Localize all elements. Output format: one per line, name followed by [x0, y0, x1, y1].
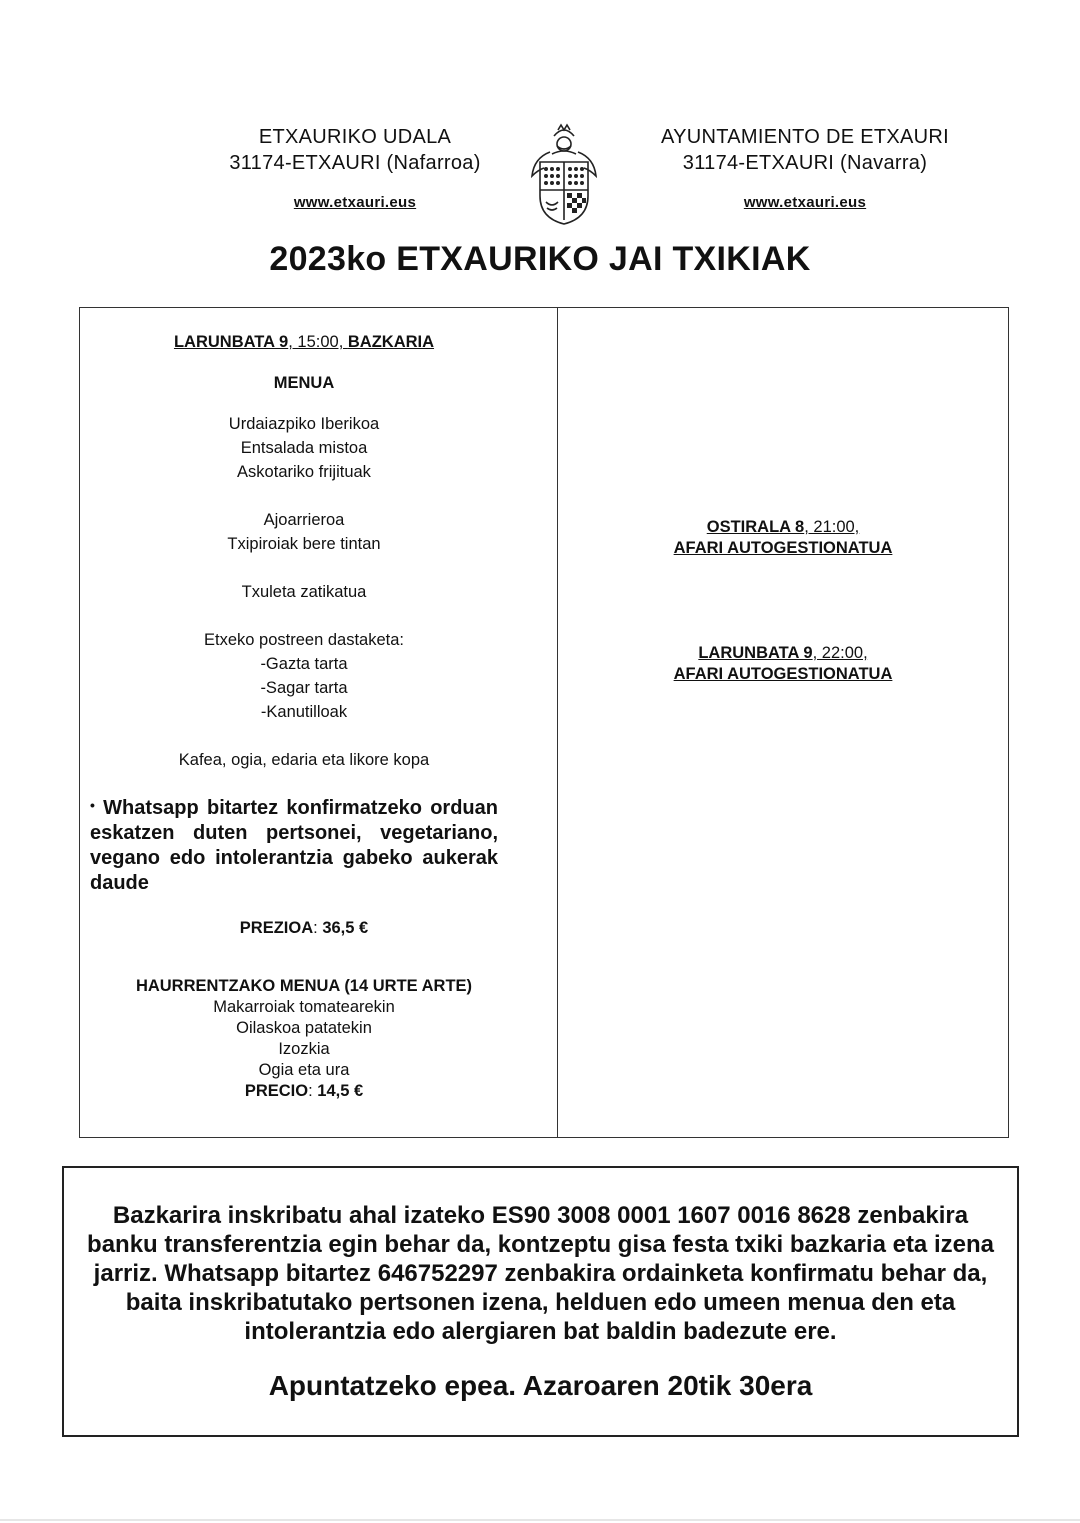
extras-line: Kafea, ogia, edaria eta likore kopa: [178, 751, 430, 769]
dinner-friday-day: OSTIRALA 8: [706, 518, 805, 536]
starters-list: [80, 412, 528, 484]
price-label: PREZIOA: [239, 919, 314, 937]
list-item: Urdaiazpiko Iberikoa: [228, 415, 380, 433]
page-bottom-edge: [0, 1519, 1080, 1521]
lunch-event: BAZKARIA: [347, 333, 435, 351]
list-item: Ajoarrieroa: [263, 511, 345, 529]
dinner-friday-time: , 21:00,: [804, 518, 860, 536]
registration-instructions: Bazkarira inskribatu ahal izateko ES90 3008 0001 1607 0016 8628 zenbakira banku transferentzia egin behar da, kontzeptu gisa festa txiki bazkaria eta izena jarriz. Whatsapp bitartez 646752297 zenbakira ordainketa konfirmatu behar da, baita inskribatutako pertsonen izena, helduen edo umeen menua den eta intolerantzia edo alergiaren bat baldin badezute ere.: [87, 1202, 994, 1345]
list-item: Izozkia: [278, 1040, 330, 1058]
column-divider: [557, 308, 558, 1137]
mains-list: [80, 508, 528, 556]
lunch-column: [80, 330, 528, 1102]
lunch-day: LARUNBATA 9: [173, 333, 289, 351]
list-item: Entsalada mistoa: [240, 439, 368, 457]
registration-deadline: Apuntatzeko epea. Azaroaren 20tik 30era: [268, 1370, 813, 1401]
bullet-icon: •: [90, 797, 95, 813]
dinner-saturday-day: LARUNBATA 9: [698, 644, 813, 662]
program-table: [79, 307, 1009, 1138]
lunch-heading: [80, 330, 528, 354]
dinner-friday: [558, 517, 1008, 559]
kids-menu: [80, 976, 528, 1102]
price-value: 36,5 €: [322, 919, 369, 937]
header-right: [635, 124, 975, 216]
list-item: Makarroiak tomatearekin: [213, 998, 395, 1016]
dietary-note: [90, 793, 498, 896]
kids-price-label: PRECIO: [244, 1082, 309, 1100]
dinner-saturday-event: AFARI AUTOGESTIONATUA: [673, 665, 893, 683]
council-address-basque: 31174-ETXAURI (Nafarroa): [229, 152, 481, 174]
kids-price: [80, 1081, 528, 1102]
kids-price-value: 14,5 €: [317, 1082, 364, 1100]
dinner-saturday: [558, 643, 1008, 685]
website-link-right[interactable]: www.etxauri.eus: [743, 194, 867, 211]
coat-of-arms-icon: [528, 122, 600, 228]
council-name-spanish: AYUNTAMIENTO DE ETXAURI: [660, 126, 950, 148]
list-item: Txipiroiak bere tintan: [227, 535, 381, 553]
list-item: Askotariko frijituak: [237, 463, 371, 481]
page-title: 2023ko ETXAURIKO JAI TXIKIAK: [269, 240, 811, 278]
council-name-basque: ETXAURIKO UDALA: [258, 126, 452, 148]
dinner-saturday-time: , 22:00,: [812, 644, 868, 662]
website-link-left[interactable]: www.etxauri.eus: [293, 194, 417, 211]
price-separator: :: [313, 919, 323, 937]
lunch-time: , 15:00,: [288, 333, 348, 351]
kids-price-separator: :: [308, 1082, 318, 1100]
desserts-title: Etxeko postreen dastaketa:: [204, 631, 404, 649]
menu-title: MENUA: [273, 374, 335, 392]
dietary-note-text: Whatsapp bitartez konfirmatzeko orduan eskatzen duten pertsonei, vegetariano, vegano edo intolerantzia gabeko aukerak daude: [90, 797, 498, 894]
kids-menu-title: HAURRENTZAKO MENUA (14 URTE ARTE): [135, 977, 473, 995]
dinner-friday-event: AFARI AUTOGESTIONATUA: [673, 539, 893, 557]
list-item: -Sagar tarta: [260, 679, 348, 697]
lunch-price: [80, 916, 528, 940]
list-item: -Gazta tarta: [260, 655, 348, 673]
list-item: Ogia eta ura: [258, 1061, 350, 1079]
council-address-spanish: 31174-ETXAURI (Navarra): [682, 152, 928, 174]
list-item: -Kanutilloak: [260, 703, 348, 721]
list-item: Oilaskoa patatekin: [236, 1019, 372, 1037]
meat-course: Txuleta zatikatua: [241, 583, 367, 601]
header-left: [185, 124, 525, 216]
registration-info-box: [62, 1166, 1019, 1437]
desserts-section: [80, 628, 528, 724]
